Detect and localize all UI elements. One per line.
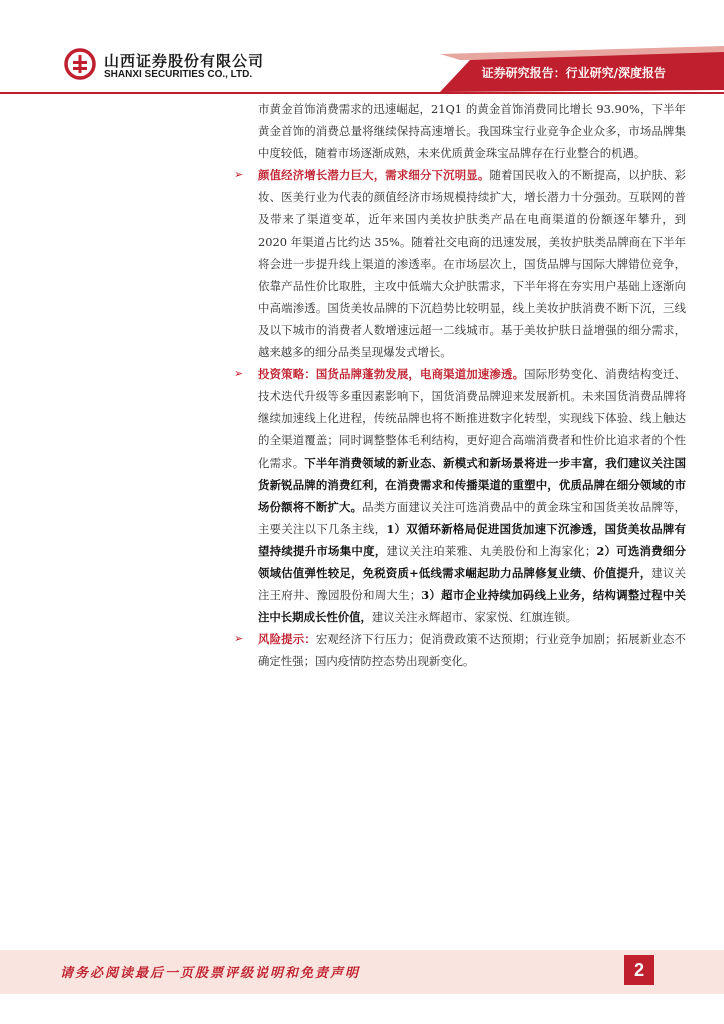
bold-text: 2）可选消费细分领域估值弹性较足，免税资质+低线需求崛起助力品牌修复业绩、价值提升， <box>258 543 686 580</box>
paragraph-text: 建议关注珀莱雅、丸美股份和上海家化； <box>386 543 597 558</box>
arrow-bullet-icon: ➢ <box>234 367 244 381</box>
paragraph-heading: 风险提示： <box>258 632 316 647</box>
shanxi-securities-logo <box>64 48 96 80</box>
paragraph-text: 宏观经济下行压力；促消费政策不达预期；行业竞争加剧；拓展新业态不确定性强；国内疫情防控态势出现新变化。 <box>258 632 686 669</box>
paragraph-risk-warning <box>234 628 686 672</box>
company-name-en: SHANXI SECURITIES CO., LTD. <box>104 69 253 80</box>
paragraph-heading: 投资策略：国货品牌蓬勃发展，电商渠道加速渗透。 <box>258 367 525 382</box>
paragraph-text: 建议关注永辉超市、家家悦、红旗连锁。 <box>371 610 577 625</box>
footer-disclaimer: 请务必阅读最后一页股票评级说明和免责声明 <box>60 966 361 981</box>
paragraph-beauty-economy <box>234 164 686 363</box>
paragraph-investment-strategy <box>234 363 686 628</box>
bold-text: 下半年消费领域的新业态、新模式和新场景将进一步丰富，我们建议关注国货新锐品牌的消费红利，在消费需求和传播渠道的重塑中，优质品牌在细分领域的市场份额将不断扩大。 <box>258 455 686 514</box>
arrow-bullet-icon: ➢ <box>234 632 244 646</box>
paragraph-heading: 颜值经济增长潜力巨大，需求细分下沉明显。 <box>258 168 490 183</box>
paragraph-text: 品类方面建议关注可选消费品中的黄金珠宝和国货美妆品牌等，主要关注以下几条主线， <box>258 499 686 536</box>
arrow-bullet-icon: ➢ <box>234 168 244 182</box>
page-number: 2 <box>624 955 654 985</box>
company-name-cn: 山西证券股份有限公司 <box>104 52 265 70</box>
report-body <box>234 98 686 672</box>
intro-paragraph: 市黄金首饰消费需求的迅速崛起，21Q1 的黄金首饰消费同比增长 93.90%，下半年黄金首饰的消费总量将继续保持高速增长。我国珠宝行业竞争企业众多，市场品牌集中度较低，随着市场逐渐成熟，未来优质黄金珠宝品牌存在行业整合的机遇。 <box>258 102 686 161</box>
paragraph-text: 随着国民收入的不断提高，以护肤、彩妆、医美行业为代表的颜值经济市场规模持续扩大，增长潜力十分强劲。互联网的普及带来了渠道变革，近年来国内美妆护肤类产品在电商渠道的份额逐年攀升，到 2020 年渠道占比约达 35%。随着社交电商的迅速发展，美妆护肤类品牌商在下半年将会进一步提升线上渠道的渗透率。在市场层次上，国货品牌与国际大牌错位竞争，依靠产品性价比取胜，主攻中低端大众护肤需求，下半年将在夯实用户基础上逐渐向中高端渗透。国货美妆品牌的下沉趋势比较明显，线上美妆护肤消费不断下沉，三线及以下城市的消费者人数增速远超一二线城市。基于美妆护肤日益增强的细分需求，越来越多的细分品类呈现爆发式增长。 <box>258 168 686 360</box>
bold-text: 3）超市企业持续加码线上业务，结构调整过程中关注中长期成长性价值， <box>258 588 686 625</box>
paragraph-text: 国际形势变化、消费结构变迁、技术迭代升级等多重因素影响下，国货消费品牌迎来发展新机。未来国货消费品牌将继续加速线上化进程，传统品牌也将不断推进数字化转型，实现线下体验、线上触达的全渠道覆盖；同时调整整体毛利结构，更好迎合高端消费者和性价比追求者的个性化需求。 <box>258 367 686 470</box>
report-type: 证券研究报告：行业研究/深度报告 <box>481 66 666 80</box>
page-header <box>0 0 724 100</box>
paragraph-text: 建议关注王府井、豫园股份和周大生； <box>258 565 686 603</box>
bold-text: 1）双循环新格局促进国货加速下沉渗透，国货美妆品牌有望持续提升市场集中度， <box>258 521 686 558</box>
